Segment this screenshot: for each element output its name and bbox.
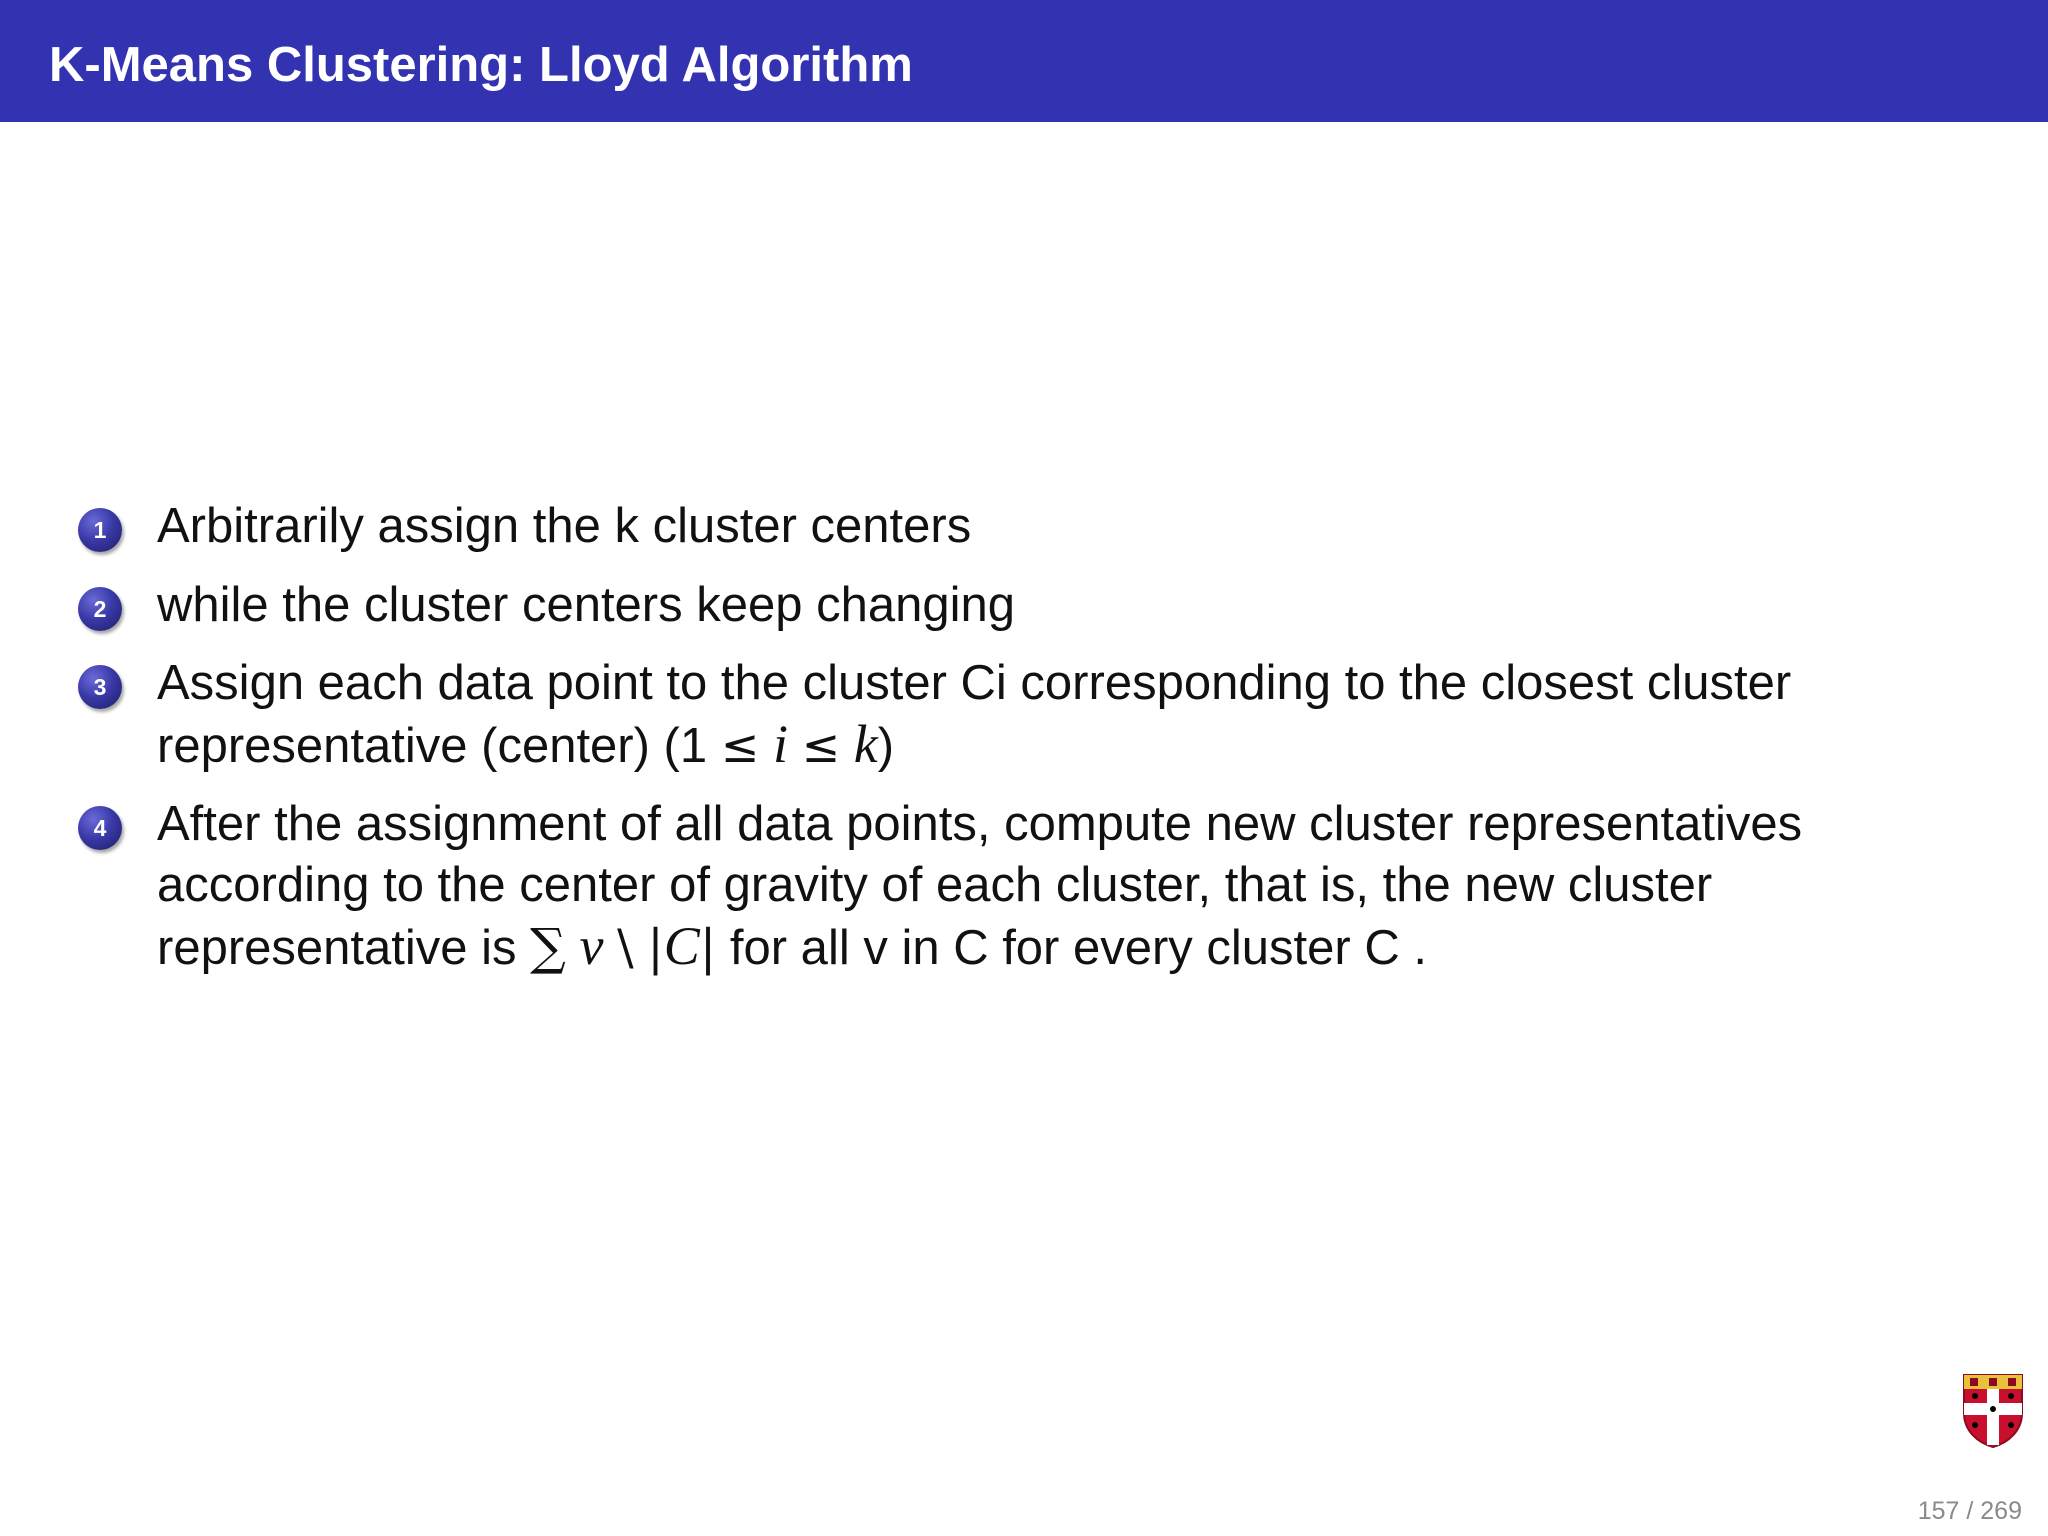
step-text xyxy=(157,653,2017,777)
step-text-main: After the assignment of all data points, compute new cluster representatives according to the center of gravity of each cluster, that is, the new cluster representative is xyxy=(157,797,1803,975)
page-number: 157 / 269 xyxy=(1917,1497,2022,1525)
math-sum-symbol: ∑ xyxy=(530,918,566,976)
step-text-main: Assign each data point to the cluster Ci corresponding to the closest cluster representative (center) (1 xyxy=(157,656,1792,773)
math-leq-symbol: ≤ xyxy=(720,719,760,773)
math-leq-symbol: ≤ xyxy=(801,719,841,773)
math-bar-open: | xyxy=(647,919,664,976)
slide-title: K-Means Clustering: Lloyd Algorithm xyxy=(49,38,913,92)
math-variable-k: k xyxy=(853,714,878,774)
slide-header xyxy=(0,0,2048,122)
math-backslash-symbol: \ xyxy=(617,919,634,976)
math-variable-C: C xyxy=(663,916,700,976)
university-crest-icon xyxy=(1962,1373,2024,1449)
math-variable-i: i xyxy=(772,714,788,774)
step-number-badge: 4 xyxy=(78,806,122,850)
step-text-tail: for all v in C for every cluster C . xyxy=(729,921,1427,975)
step-text: while the cluster centers keep changing xyxy=(157,578,1016,632)
step-text: Arbitrarily assign the k cluster centers xyxy=(157,499,972,553)
step-number-badge: 2 xyxy=(78,587,122,631)
math-close-paren: ) xyxy=(877,719,895,773)
math-variable-v: v xyxy=(579,916,604,976)
step-text xyxy=(157,794,2017,979)
math-bar-close: | xyxy=(699,919,717,976)
step-number-badge: 1 xyxy=(78,508,122,552)
step-number-badge: 3 xyxy=(78,665,122,709)
